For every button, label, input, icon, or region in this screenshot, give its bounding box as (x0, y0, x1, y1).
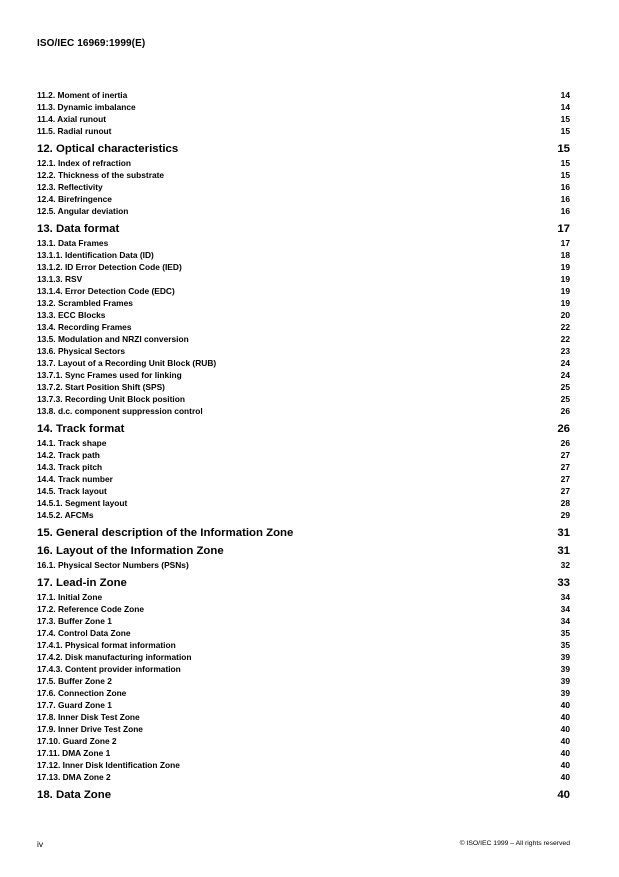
toc-entry-title: 17.7. Guard Zone 1 (37, 700, 112, 710)
toc-entry-page: 14 (560, 90, 570, 100)
toc-entry-page: 40 (560, 760, 570, 770)
toc-entry-page: 28 (560, 498, 570, 508)
toc-entry-title: 12.3. Reflectivity (37, 182, 103, 192)
toc-entry-page: 24 (560, 358, 570, 368)
toc-entry-title: 14.4. Track number (37, 474, 113, 484)
toc-entry-page: 14 (560, 102, 570, 112)
toc-entry-title: 14.2. Track path (37, 450, 100, 460)
toc-entry-title: 12.2. Thickness of the substrate (37, 170, 165, 180)
toc-entry-page: 35 (560, 628, 570, 638)
toc-entry-page: 31 (557, 527, 570, 539)
toc-entry-title: 13.7. Layout of a Recording Unit Block (RUB) (37, 358, 217, 368)
toc-section-heading[interactable] (37, 422, 570, 437)
toc-entry[interactable] (37, 381, 570, 393)
toc-entry-page: 16 (560, 182, 570, 192)
toc-entry-page: 19 (560, 262, 570, 272)
toc-section-heading[interactable] (37, 526, 570, 541)
toc-entry-page: 40 (560, 724, 570, 734)
toc-entry-page: 39 (560, 664, 570, 674)
toc-section-heading[interactable] (37, 544, 570, 559)
toc-entry-page: 40 (560, 700, 570, 710)
toc-entry-page: 25 (560, 382, 570, 392)
toc-entry-page: 31 (557, 545, 570, 557)
toc-entry[interactable] (37, 101, 570, 113)
toc-entry[interactable] (37, 603, 570, 615)
toc-entry-title: 17.3. Buffer Zone 1 (37, 616, 112, 626)
toc-entry-title: 14.1. Track shape (37, 438, 107, 448)
toc-entry[interactable] (37, 461, 570, 473)
toc-entry-title: 13.3. ECC Blocks (37, 310, 106, 320)
toc-entry-page: 39 (560, 688, 570, 698)
toc-entry-page: 35 (560, 640, 570, 650)
toc-entry[interactable] (37, 449, 570, 461)
toc-entry[interactable] (37, 509, 570, 521)
toc-entry-page: 40 (557, 789, 570, 801)
toc-entry[interactable] (37, 485, 570, 497)
toc-entry-page: 15 (560, 158, 570, 168)
toc-entry[interactable] (37, 357, 570, 369)
toc-entry[interactable] (37, 273, 570, 285)
toc-entry[interactable] (37, 639, 570, 651)
toc-entry-title: 17.4. Control Data Zone (37, 628, 131, 638)
toc-entry-page: 19 (560, 298, 570, 308)
toc-entry[interactable] (37, 89, 570, 101)
toc-entry[interactable] (37, 297, 570, 309)
toc-entry-title: 12. Optical characteristics (37, 143, 179, 155)
toc-entry-title: 16. Layout of the Information Zone (37, 545, 224, 557)
toc-entry-page: 19 (560, 286, 570, 296)
toc-entry[interactable] (37, 687, 570, 699)
toc-entry-page: 40 (560, 736, 570, 746)
toc-entry[interactable] (37, 193, 570, 205)
toc-entry-title: 13.2. Scrambled Frames (37, 298, 133, 308)
toc-entry-title: 13.1.1. Identification Data (ID) (37, 250, 154, 260)
toc-entry-title: 14.5.1. Segment layout (37, 498, 128, 508)
toc-entry[interactable] (37, 345, 570, 357)
toc-entry-title: 12.4. Birefringence (37, 194, 112, 204)
toc-entry[interactable] (37, 473, 570, 485)
page-number: iv (37, 839, 44, 849)
toc-entry-page: 40 (560, 712, 570, 722)
toc-entry-page: 34 (560, 592, 570, 602)
toc-entry-page: 26 (560, 438, 570, 448)
toc-entry-title: 17.1. Initial Zone (37, 592, 103, 602)
toc-entry-page: 24 (560, 370, 570, 380)
toc-entry[interactable] (37, 393, 570, 405)
toc-entry-title: 17.4.2. Disk manufacturing information (37, 652, 192, 662)
toc-entry-title: 17.2. Reference Code Zone (37, 604, 145, 614)
toc-entry-title: 13.4. Recording Frames (37, 322, 132, 332)
toc-entry-page: 18 (560, 250, 570, 260)
toc-entry-page: 32 (560, 560, 570, 570)
toc-entry-page: 26 (560, 406, 570, 416)
toc-entry-title: 13.6. Physical Sectors (37, 346, 125, 356)
toc-entry[interactable] (37, 405, 570, 417)
toc-entry-title: 11.2. Moment of inertia (37, 90, 128, 100)
toc-entry-page: 26 (557, 423, 570, 435)
toc-entry-title: 13. Data format (37, 223, 120, 235)
toc-entry-title: 11.3. Dynamic imbalance (37, 102, 136, 112)
toc-entry-title: 17.9. Inner Drive Test Zone (37, 724, 143, 734)
toc-entry-title: 17.12. Inner Disk Identification Zone (37, 760, 180, 770)
toc-entry-title: 13.7.2. Start Position Shift (SPS) (37, 382, 165, 392)
toc-entry-page: 16 (560, 194, 570, 204)
toc-entry[interactable] (37, 735, 570, 747)
toc-entry-page: 16 (560, 206, 570, 216)
toc-entry-page: 17 (560, 238, 570, 248)
toc-entry-page: 15 (560, 170, 570, 180)
toc-entry[interactable] (37, 321, 570, 333)
toc-entry-title: 13.7.1. Sync Frames used for linking (37, 370, 182, 380)
toc-entry-title: 17. Lead-in Zone (37, 577, 127, 589)
toc-entry-page: 25 (560, 394, 570, 404)
toc-entry-page: 29 (560, 510, 570, 520)
toc-entry[interactable] (37, 285, 570, 297)
toc-entry-page: 19 (560, 274, 570, 284)
toc-entry-page: 23 (560, 346, 570, 356)
toc-entry-title: 13.1. Data Frames (37, 238, 109, 248)
toc-section-heading[interactable] (37, 222, 570, 237)
toc-entry-title: 17.4.3. Content provider information (37, 664, 181, 674)
toc-entry-page: 27 (560, 486, 570, 496)
toc-entry-title: 11.4. Axial runout (37, 114, 107, 124)
toc-entry-page: 34 (560, 616, 570, 626)
toc-entry[interactable] (37, 615, 570, 627)
toc-entry-title: 11.5. Radial runout (37, 126, 112, 136)
toc-entry-page: 22 (560, 334, 570, 344)
toc-entry[interactable] (37, 771, 570, 783)
toc-entry[interactable] (37, 157, 570, 169)
toc-entry-title: 13.5. Modulation and NRZI conversion (37, 334, 189, 344)
toc-entry-page: 40 (560, 772, 570, 782)
toc-entry[interactable] (37, 663, 570, 675)
toc-entry-page: 15 (560, 126, 570, 136)
toc-entry-page: 40 (560, 748, 570, 758)
toc-entry-title: 17.10. Guard Zone 2 (37, 736, 117, 746)
toc-entry[interactable] (37, 675, 570, 687)
toc-entry-page: 39 (560, 676, 570, 686)
toc-entry-page: 15 (560, 114, 570, 124)
toc-entry-title: 17.5. Buffer Zone 2 (37, 676, 112, 686)
toc-entry-title: 13.7.3. Recording Unit Block position (37, 394, 185, 404)
copyright-notice: © ISO/IEC 1999 – All rights reserved (459, 840, 570, 847)
toc-entry-title: 17.6. Connection Zone (37, 688, 127, 698)
toc-entry[interactable] (37, 497, 570, 509)
document-header: ISO/IEC 16969:1999(E) (37, 38, 146, 49)
toc-entry-page: 39 (560, 652, 570, 662)
toc-entry[interactable] (37, 747, 570, 759)
toc-entry-page: 34 (560, 604, 570, 614)
toc-entry[interactable] (37, 205, 570, 217)
toc-entry[interactable] (37, 723, 570, 735)
toc-entry-title: 14. Track format (37, 423, 125, 435)
toc-entry-title: 18. Data Zone (37, 789, 112, 801)
toc-entry-title: 13.1.4. Error Detection Code (EDC) (37, 286, 175, 296)
toc-entry-title: 15. General description of the Information Zone (37, 527, 294, 539)
toc-entry-page: 15 (557, 143, 570, 155)
toc-entry-page: 33 (557, 577, 570, 589)
toc-entry-page: 22 (560, 322, 570, 332)
toc-entry[interactable] (37, 711, 570, 723)
toc-entry[interactable] (37, 651, 570, 663)
toc-entry[interactable] (37, 333, 570, 345)
toc-entry-title: 17.13. DMA Zone 2 (37, 772, 111, 782)
toc-entry[interactable] (37, 437, 570, 449)
toc-entry[interactable] (37, 237, 570, 249)
toc-entry[interactable] (37, 699, 570, 711)
toc-entry-page: 27 (560, 462, 570, 472)
toc-section-heading[interactable] (37, 576, 570, 591)
toc-entry[interactable] (37, 249, 570, 261)
toc-entry-title: 16.1. Physical Sector Numbers (PSNs) (37, 560, 189, 570)
toc-entry-title: 13.8. d.c. component suppression control (37, 406, 203, 416)
toc-entry-title: 17.8. Inner Disk Test Zone (37, 712, 140, 722)
toc-entry[interactable] (37, 759, 570, 771)
table-of-contents (37, 89, 570, 803)
toc-entry[interactable] (37, 261, 570, 273)
toc-entry-page: 27 (560, 474, 570, 484)
toc-entry[interactable] (37, 369, 570, 381)
toc-entry-title: 13.1.3. RSV (37, 274, 83, 284)
toc-entry[interactable] (37, 309, 570, 321)
toc-entry-page: 20 (560, 310, 570, 320)
toc-entry-title: 13.1.2. ID Error Detection Code (IED) (37, 262, 182, 272)
toc-entry-title: 17.4.1. Physical format information (37, 640, 176, 650)
toc-entry[interactable] (37, 591, 570, 603)
toc-entry[interactable] (37, 113, 570, 125)
toc-section-heading[interactable] (37, 142, 570, 157)
toc-entry[interactable] (37, 169, 570, 181)
toc-entry-title: 12.1. Index of refraction (37, 158, 132, 168)
toc-entry[interactable] (37, 181, 570, 193)
toc-section-heading[interactable] (37, 788, 570, 803)
toc-entry-title: 14.5. Track layout (37, 486, 107, 496)
toc-entry-page: 17 (557, 223, 570, 235)
toc-entry-page: 27 (560, 450, 570, 460)
toc-entry[interactable] (37, 627, 570, 639)
toc-entry[interactable] (37, 559, 570, 571)
toc-entry-title: 17.11. DMA Zone 1 (37, 748, 111, 758)
toc-entry-title: 12.5. Angular deviation (37, 206, 129, 216)
toc-entry-title: 14.5.2. AFCMs (37, 510, 94, 520)
toc-entry[interactable] (37, 125, 570, 137)
toc-entry-title: 14.3. Track pitch (37, 462, 103, 472)
